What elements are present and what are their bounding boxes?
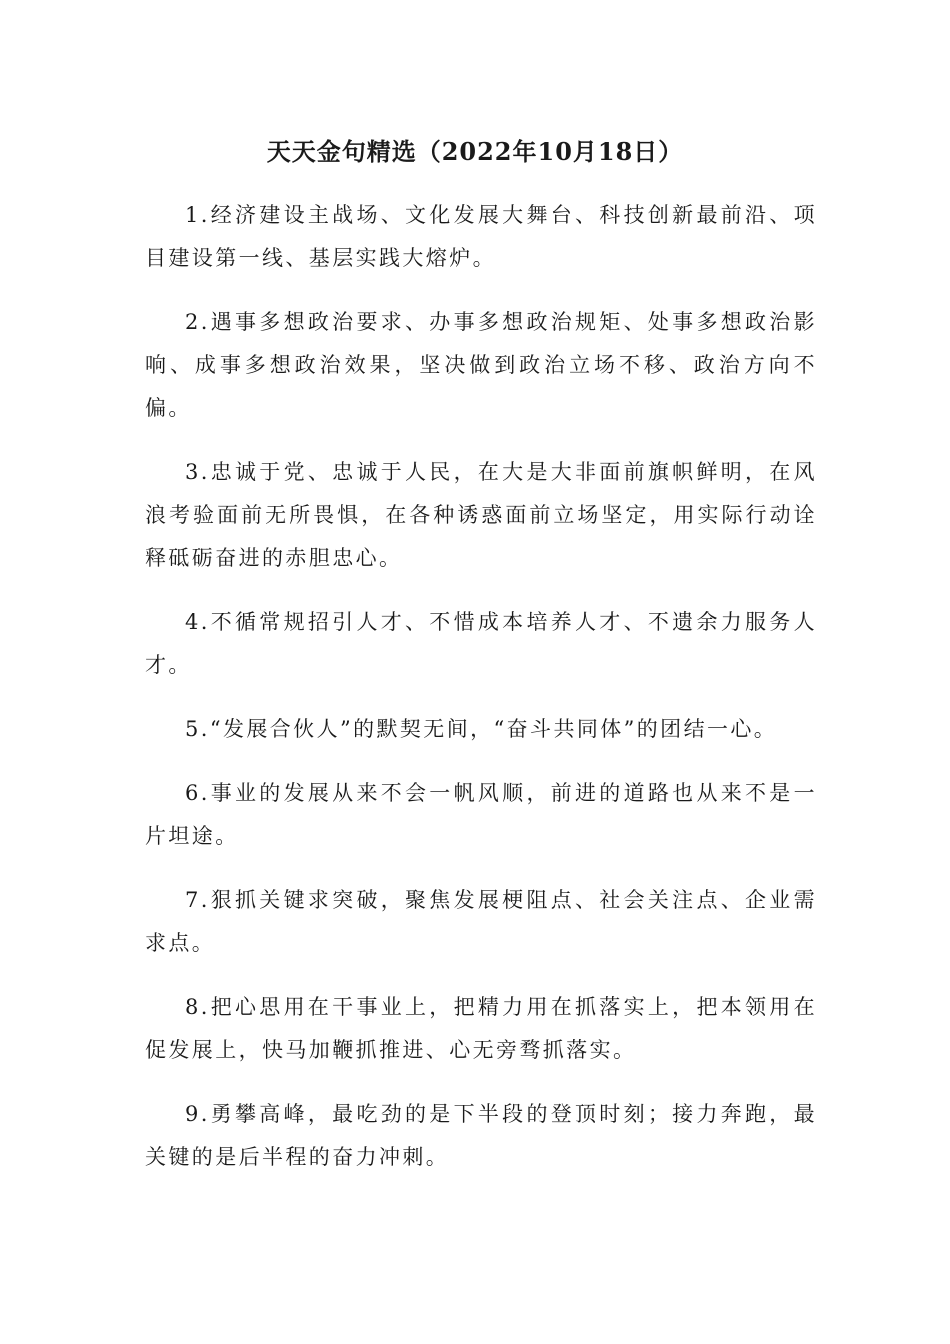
quote-item-9: 9.勇攀高峰，最吃劲的是下半段的登顶时刻；接力奔跑，最关键的是后半程的奋力冲刺。	[145, 1102, 817, 1169]
quote-item-6: 6.事业的发展从来不会一帆风顺，前进的道路也从来不是一片坦途。	[145, 781, 817, 848]
quote-item-4: 4.不循常规招引人才、不惜成本培养人才、不遗余力服务人才。	[145, 610, 817, 677]
quote-list	[145, 194, 817, 1200]
quote-item-5: 5.“发展合伙人”的默契无间，“奋斗共同体”的团结一心。	[185, 717, 778, 741]
document-title: 天天金句精选（2022年10月18日）	[266, 137, 684, 166]
quote-item-2: 2.遇事多想政治要求、办事多想政治规矩、处事多想政治影响、成事多想政治效果，坚决做到政治立场不移、政治方向不偏。	[145, 310, 817, 420]
quote-item-3: 3.忠诚于党、忠诚于人民，在大是大非面前旗帜鲜明，在风浪考验面前无所畏惧，在各种诱惑面前立场坚定，用实际行动诠释砥砺奋进的赤胆忠心。	[145, 460, 817, 570]
quote-item-1: 1.经济建设主战场、文化发展大舞台、科技创新最前沿、项目建设第一线、基层实践大熔炉。	[145, 203, 817, 270]
quote-item-7: 7.狠抓关键求突破，聚焦发展梗阻点、社会关注点、企业需求点。	[145, 888, 817, 955]
quote-item-8: 8.把心思用在干事业上，把精力用在抓落实上，把本领用在促发展上，快马加鞭抓推进、心无旁骛抓落实。	[145, 995, 817, 1062]
